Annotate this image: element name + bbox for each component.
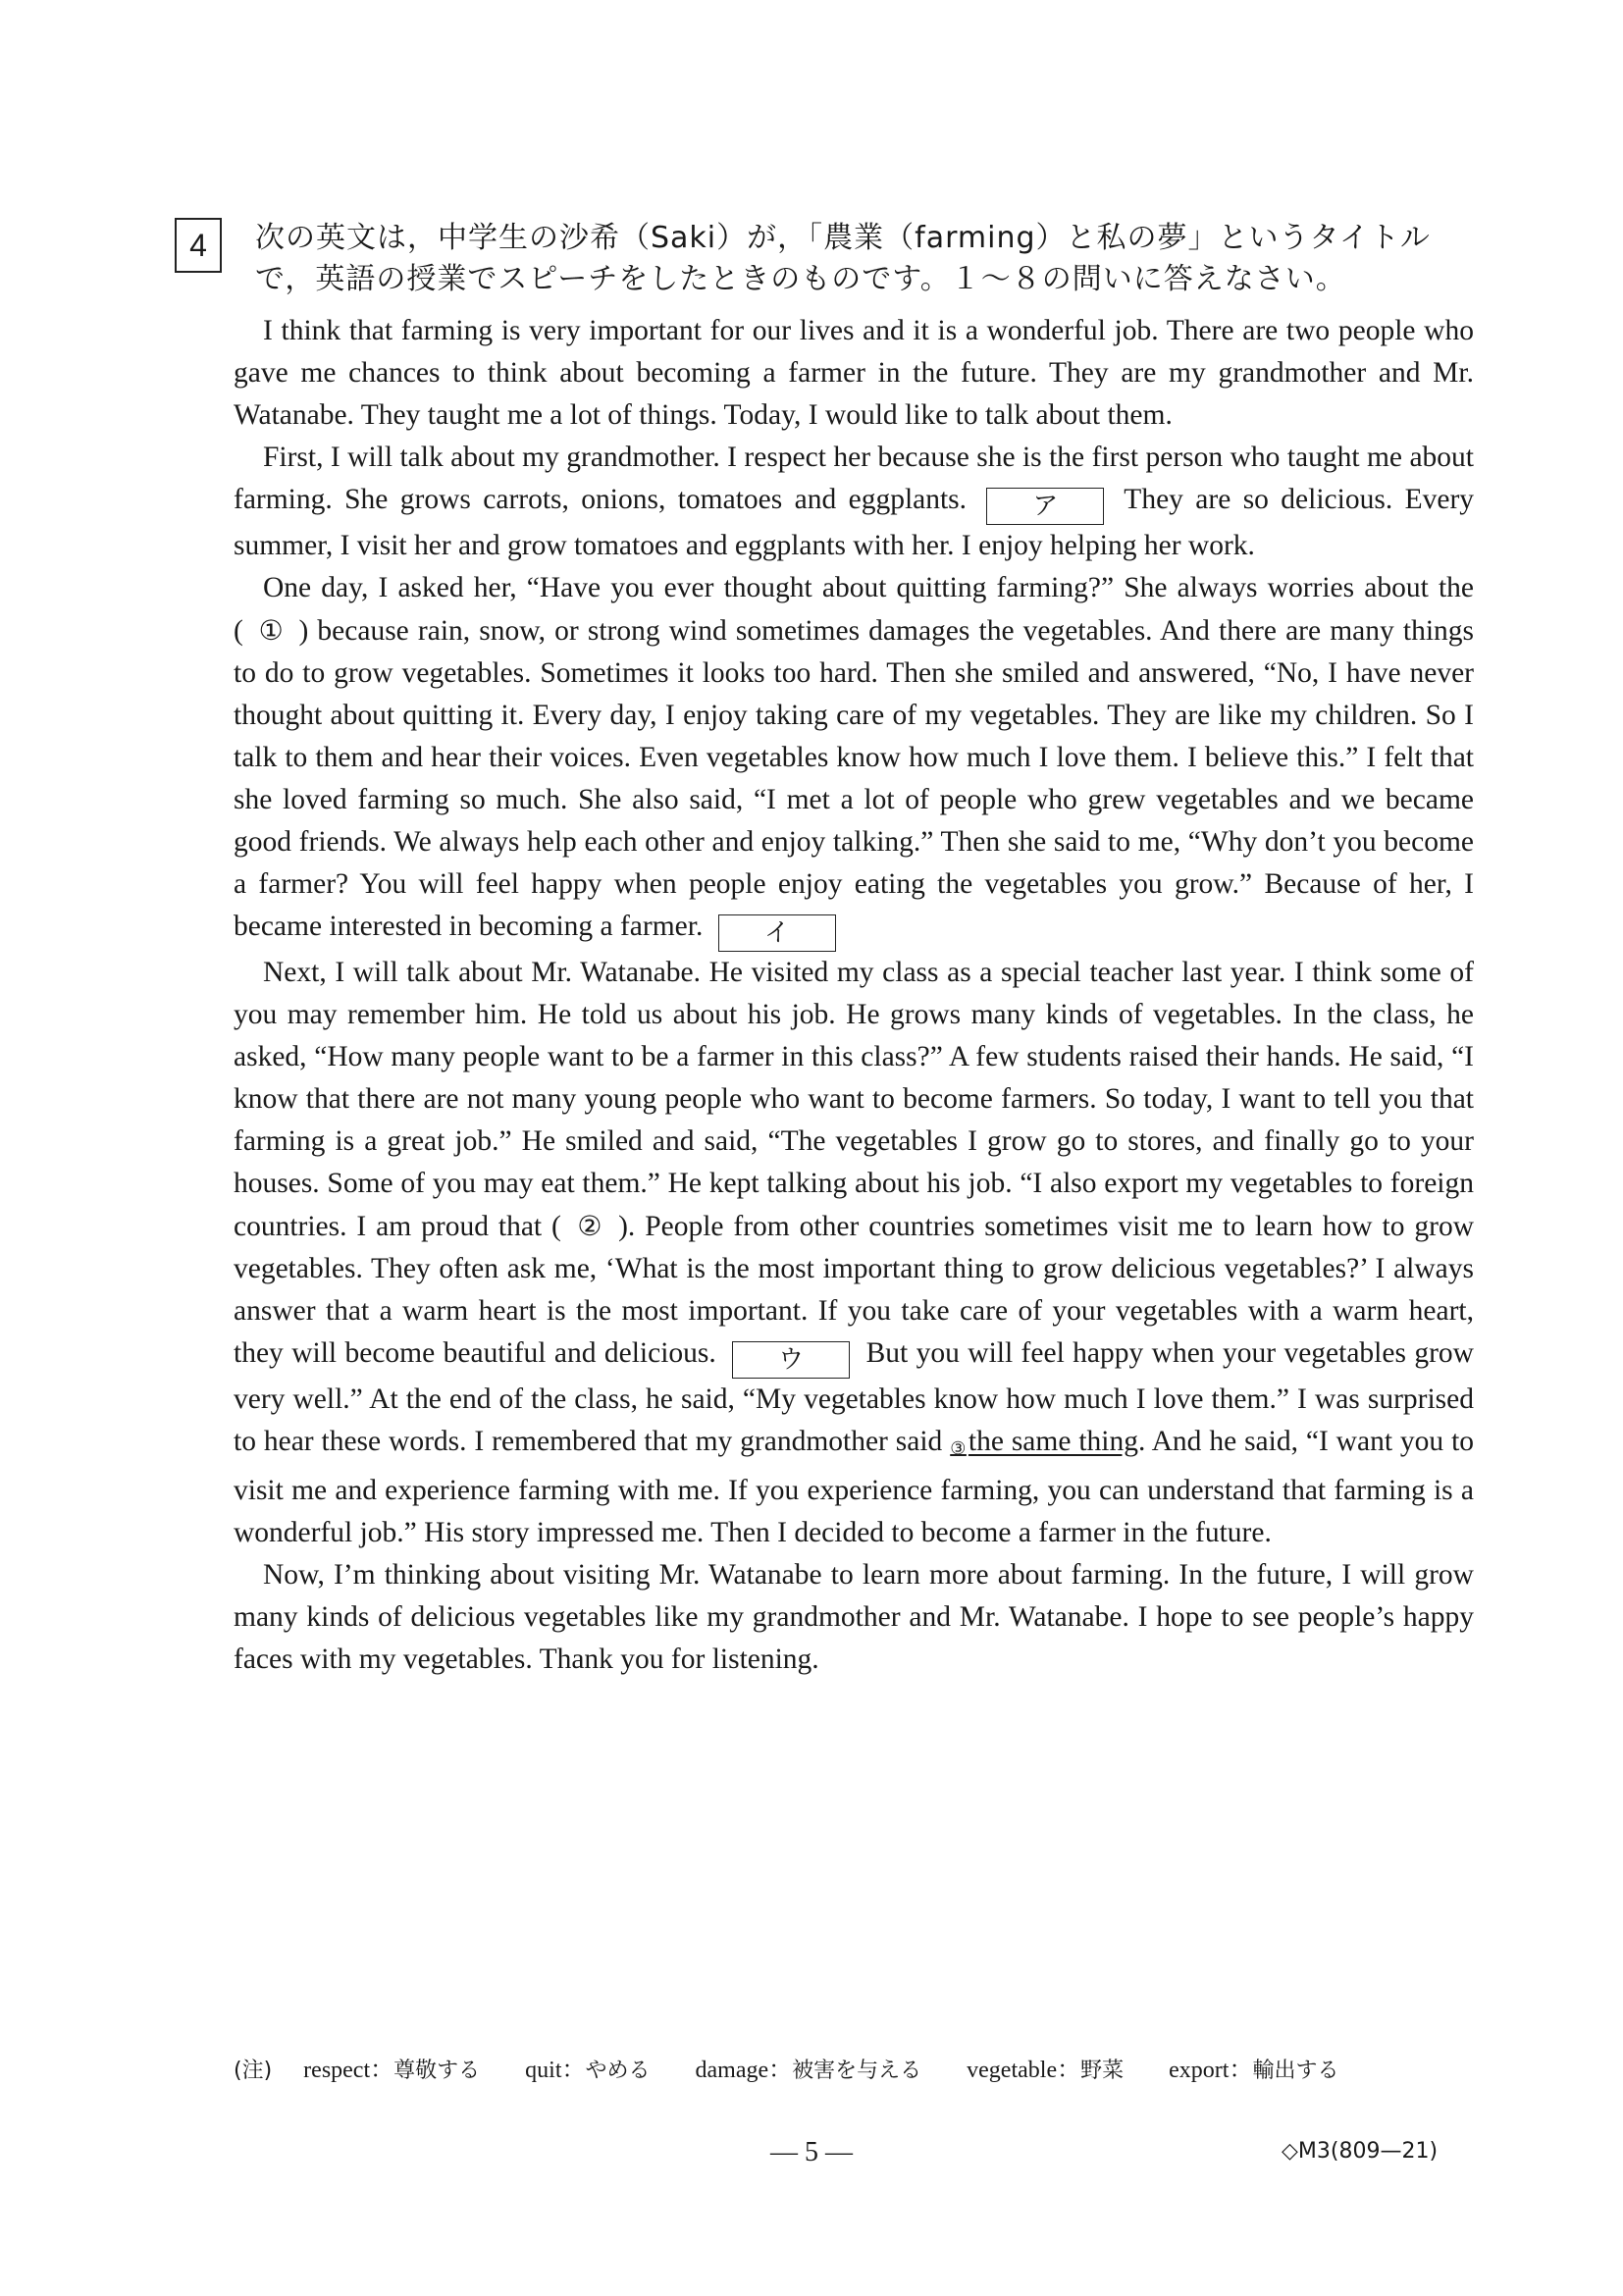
blank-1 <box>234 615 308 647</box>
paragraph-5 <box>234 1554 1474 1681</box>
exam-code: ◇M3(809—21) <box>1282 2139 1439 2164</box>
paragraph-1 <box>234 310 1474 437</box>
blank-1-open: ( <box>234 615 243 647</box>
blank-1-close: ) <box>298 615 309 647</box>
paragraph-3-text-a: One day, I asked her, “Have you ever thought about quitting farming?” She always worries about the <box>263 572 1474 603</box>
notes-label: (注) <box>234 2059 273 2083</box>
answer-box-a: ア <box>986 488 1104 525</box>
note-export-en: export： <box>1169 2058 1253 2083</box>
note-export-jp: 輸出する <box>1252 2059 1339 2083</box>
paragraph-4-text-b: People from other countries sometimes visit me to learn how to grow vegetables. They often ask me, ‘What is the most important thing to grow delicious vegetables?’ I always answer that a warm heart is the most important. If you take care of your vegetables with a warm heart, they will become beautiful and delicious. <box>234 1211 1475 1369</box>
note-quit <box>525 2058 650 2083</box>
note-damage <box>696 2058 922 2083</box>
question-number-box: 4 <box>175 218 222 273</box>
note-damage-jp: 被害を与える <box>792 2059 922 2083</box>
speech-text <box>234 310 1474 1681</box>
blank-2-marker: ② <box>574 1210 605 1242</box>
note-quit-jp: やめる <box>585 2059 651 2083</box>
paragraph-4-text-a: Next, I will talk about Mr. Watanabe. He visited my class as a special teacher last year. I think some of you may remember him. He told us about his job. He grows many kinds of vegetables. In the class, he asked, “How many people want to be a farmer in this class?” A few students raised their hands. He said, “I know that there are not many young people who want to become farmers. So today, I want to tell you that farming is a great job.” He smiled and said, “The vegetables I grow go to stores, and finally go to your houses. Some of you may eat them.” He kept talking about his job. “I also export my vegetables to foreign countries. I am proud that <box>234 957 1474 1242</box>
note-export <box>1169 2058 1338 2083</box>
paragraph-4-text-c: But you will feel happy when your vegetables grow very well.” At the end of the class, he said, “My vegetables know how much I love them.” I was surprised to hear these words. I remembered that my grandmother said <box>234 1337 1474 1457</box>
paragraph-3 <box>234 567 1474 952</box>
note-quit-en: quit： <box>525 2058 586 2083</box>
blank-2 <box>551 1211 635 1242</box>
underlined-text: the same thing <box>968 1426 1138 1457</box>
paragraph-2 <box>234 437 1474 567</box>
answer-box-i: イ <box>718 914 836 952</box>
underlined-phrase-3 <box>950 1426 1138 1457</box>
question-header <box>175 218 1475 300</box>
note-vegetable <box>967 2058 1124 2083</box>
note-damage-en: damage： <box>695 2058 793 2083</box>
paragraph-5-text: Now, I’m thinking about visiting Mr. Watanabe to learn more about farming. In the future, I will grow many kinds of delicious vegetables like my grandmother and Mr. Watanabe. I hope to see people’s happy faces with my vegetables. Thank you for listening. <box>234 1559 1474 1675</box>
paragraph-2-text-b: They are so delicious. Every summer, I visit her and grow tomatoes and eggplants with her. I enjoy helping her work. <box>234 484 1475 561</box>
note-respect <box>303 2058 480 2083</box>
blank-1-marker: ① <box>256 614 286 647</box>
note-vegetable-jp: 野菜 <box>1080 2059 1125 2083</box>
underline-marker-3: ③ <box>950 1438 967 1459</box>
note-vegetable-en: vegetable： <box>967 2058 1081 2083</box>
answer-box-u: ウ <box>732 1341 850 1379</box>
paragraph-3-text-b: because rain, snow, or strong wind sometimes damages the vegetables. And there are many things to do to grow vegetables. Sometimes it looks too hard. Then she smiled and answered, “No, I have never thought about quitting it. Every day, I enjoy taking care of my vegetables. They are like my children. So I talk to them and hear their voices. Even vegetables know how much I love them. I believe this.” I felt that she loved farming so much. She also said, “I met a lot of people who grew vegetables and we became good friends. We always help each other and enjoy talking.” Then she said to me, “Why don’t you become a farmer? You will feel happy when people enjoy eating the vegetables you grow.” Because of her, I became interested in becoming a farmer. <box>234 615 1475 942</box>
note-respect-jp: 尊敬する <box>393 2059 481 2083</box>
question-instruction: 次の英文は，中学生の沙希（Saki）が，「農業（farming）と私の夢」というタイトルで，英語の授業でスピーチをしたときのものです。１～８の問いに答えなさい。 <box>255 221 1431 296</box>
paragraph-4-text-d: . And he said, “I want you to visit me and experience farming with me. If you experience farming, you can understand that farming is a wonderful job.” His story impressed me. Then I decided to become a farmer in the future. <box>234 1426 1475 1548</box>
blank-2-close: ). <box>618 1211 636 1242</box>
blank-2-open: ( <box>551 1211 561 1242</box>
vocabulary-notes <box>234 2054 1480 2088</box>
page-number: — 5 — <box>770 2137 853 2167</box>
note-respect-en: respect： <box>303 2058 394 2083</box>
paragraph-2-text-a: First, I will talk about my grandmother. I respect her because she is the first person who taught me about farming. She grows carrots, onions, tomatoes and eggplants. <box>234 442 1474 515</box>
paragraph-4 <box>234 952 1474 1554</box>
paragraph-1-text: I think that farming is very important for our lives and it is a wonderful job. There are two people who gave me chances to think about becoming a farmer in the future. They are my grandmother and Mr. Watanabe. They taught me a lot of things. Today, I would like to talk about them. <box>234 315 1474 431</box>
